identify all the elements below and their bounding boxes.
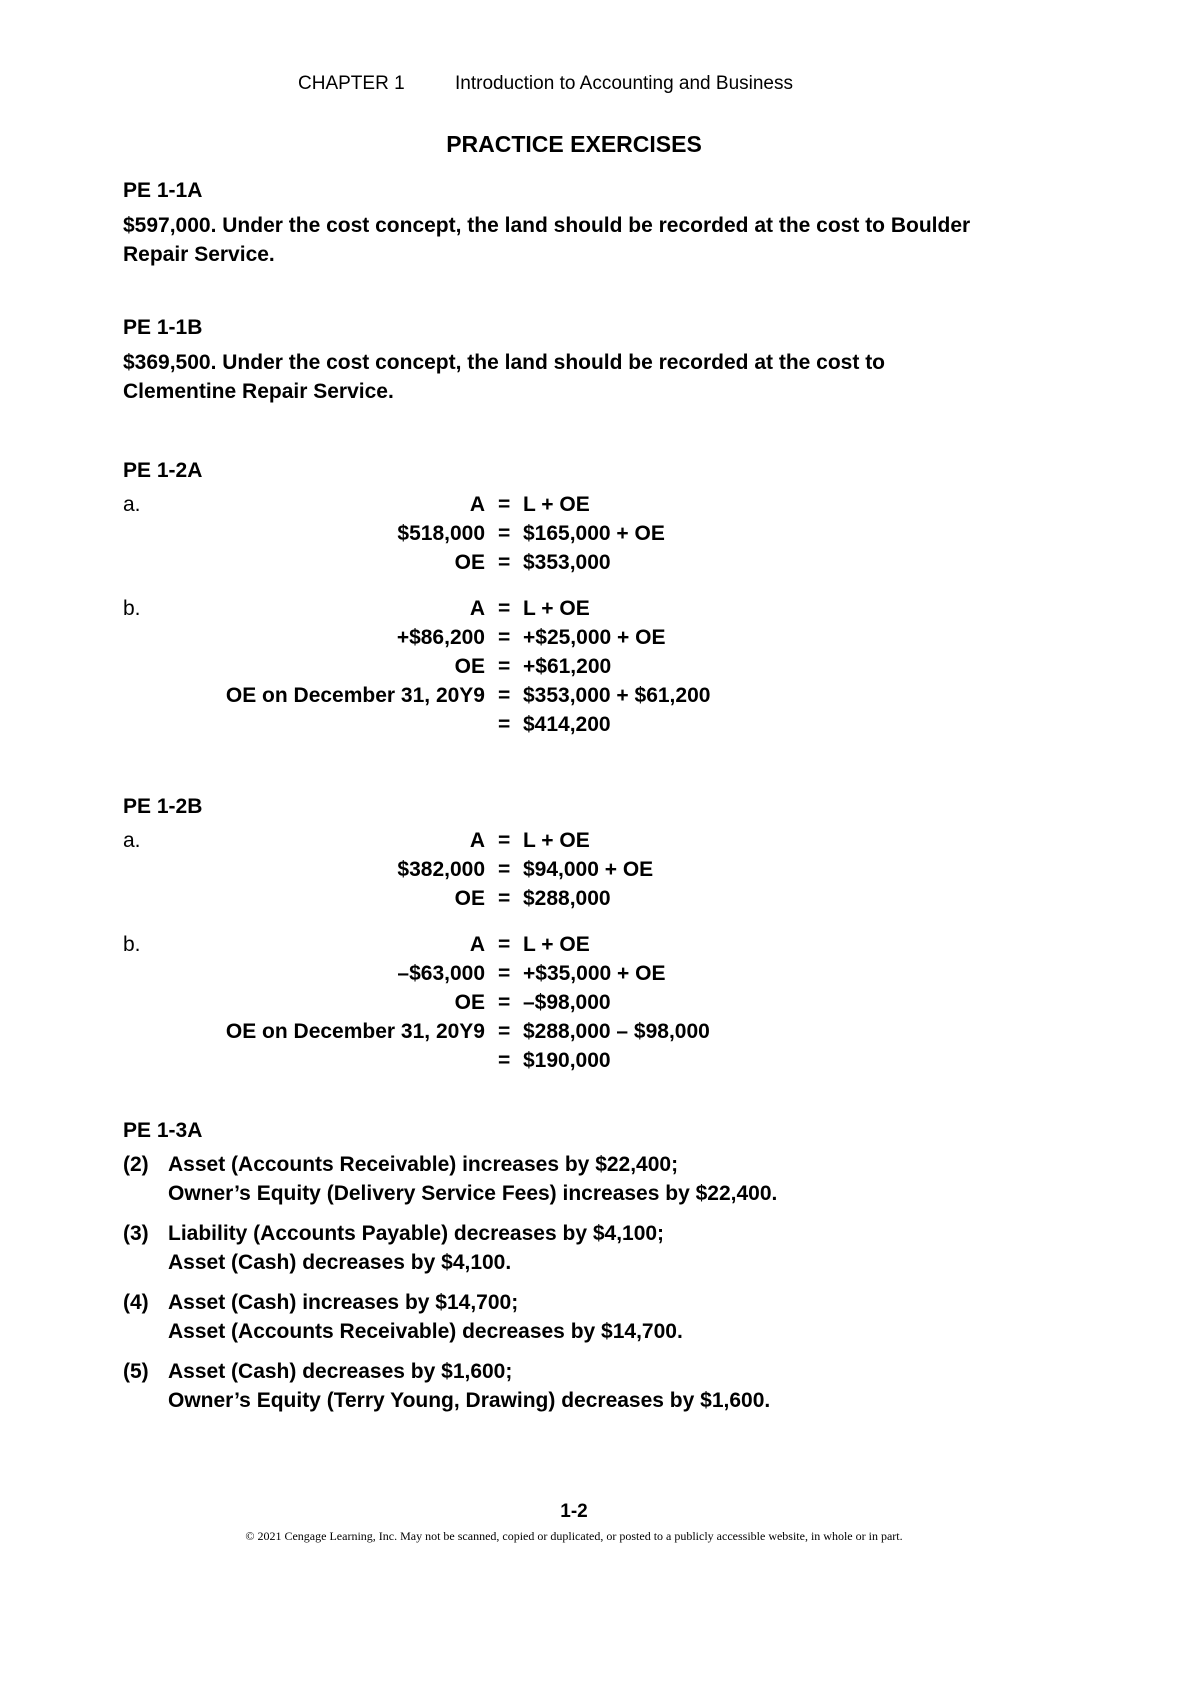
- equals-sign: =: [498, 493, 511, 516]
- equals-sign: =: [498, 655, 511, 678]
- item-line: Liability (Accounts Payable) decreases by $4,100;: [168, 1222, 665, 1245]
- equation-right: +$35,000 + OE: [523, 962, 666, 985]
- pe-1-2a-part-b: b.: [123, 597, 141, 620]
- equation-left: OE: [454, 991, 485, 1014]
- equation-left: A: [469, 493, 485, 516]
- equation-right: $190,000: [523, 1049, 611, 1072]
- equals-sign: =: [498, 1049, 511, 1072]
- equals-sign: =: [498, 1020, 511, 1043]
- equals-sign: =: [498, 887, 511, 910]
- pe-1-2b-part-b: b.: [123, 933, 141, 956]
- equation-left: $382,000: [397, 858, 485, 881]
- equation-right: L + OE: [523, 829, 590, 852]
- equation-left: –$63,000: [397, 962, 485, 985]
- equation-right: $353,000: [523, 551, 611, 574]
- equals-sign: =: [498, 684, 511, 707]
- equation-right: $94,000 + OE: [523, 858, 654, 881]
- equation-left: $518,000: [397, 522, 485, 545]
- equation-right: $414,200: [523, 713, 611, 736]
- equation-right: $288,000 – $98,000: [523, 1020, 710, 1043]
- equation-right: +$61,200: [523, 655, 612, 678]
- equation-right: $165,000 + OE: [523, 522, 665, 545]
- item-line: Asset (Cash) decreases by $4,100.: [168, 1251, 512, 1274]
- pe-1-1b-label: PE 1-1B: [123, 316, 203, 339]
- equation-left: OE: [454, 551, 485, 574]
- equation-left: A: [469, 829, 485, 852]
- pe-1-1a-label: PE 1-1A: [123, 179, 203, 202]
- item-line: Owner’s Equity (Delivery Service Fees) increases by $22,400.: [168, 1182, 778, 1205]
- equals-sign: =: [498, 962, 511, 985]
- item-line: Asset (Cash) increases by $14,700;: [168, 1291, 519, 1314]
- item-number: (2): [123, 1153, 149, 1176]
- pe-1-2a-label: PE 1-2A: [123, 459, 203, 482]
- chapter-title: Introduction to Accounting and Business: [455, 73, 794, 94]
- item-line: Asset (Cash) decreases by $1,600;: [168, 1360, 513, 1383]
- equation-right: –$98,000: [523, 991, 611, 1014]
- pe-1-2b-part-a: a.: [123, 829, 141, 852]
- equals-sign: =: [498, 626, 511, 649]
- page-title: PRACTICE EXERCISES: [446, 131, 702, 157]
- pe-1-1a-line2: Repair Service.: [123, 243, 275, 266]
- equation-left: OE: [454, 887, 485, 910]
- pe-1-3a-label: PE 1-3A: [123, 1119, 203, 1142]
- page-number: 1-2: [560, 1501, 588, 1522]
- item-line: Owner’s Equity (Terry Young, Drawing) decreases by $1,600.: [168, 1389, 771, 1412]
- equals-sign: =: [498, 991, 511, 1014]
- pe-1-2a-part-a: a.: [123, 493, 141, 516]
- equals-sign: =: [498, 551, 511, 574]
- equation-left: +$86,200: [396, 626, 485, 649]
- equation-right: L + OE: [523, 597, 590, 620]
- pe-1-1b-line1: $369,500. Under the cost concept, the land should be recorded at the cost to: [123, 351, 886, 374]
- copyright-notice: © 2021 Cengage Learning, Inc. May not be scanned, copied or duplicated, or posted to a publicly accessible website, in whole or in part.: [245, 1529, 903, 1543]
- equation-left: A: [469, 933, 485, 956]
- item-line: Asset (Accounts Receivable) increases by $22,400;: [168, 1153, 679, 1176]
- item-number: (4): [123, 1291, 149, 1314]
- equation-left: OE on December 31, 20Y9: [225, 1020, 485, 1043]
- equation-right: L + OE: [523, 493, 590, 516]
- item-line: Asset (Accounts Receivable) decreases by $14,700.: [168, 1320, 683, 1343]
- chapter-number: CHAPTER 1: [298, 73, 405, 94]
- equals-sign: =: [498, 858, 511, 881]
- item-number: (3): [123, 1222, 149, 1245]
- item-number: (5): [123, 1360, 149, 1383]
- equals-sign: =: [498, 933, 511, 956]
- equation-right: L + OE: [523, 933, 590, 956]
- pe-1-1b-line2: Clementine Repair Service.: [123, 380, 394, 403]
- equals-sign: =: [498, 713, 511, 736]
- equals-sign: =: [498, 829, 511, 852]
- equation-right: +$25,000 + OE: [523, 626, 666, 649]
- equals-sign: =: [498, 522, 511, 545]
- equation-left: OE: [454, 655, 485, 678]
- equation-right: $353,000 + $61,200: [523, 684, 711, 707]
- equation-left: A: [469, 597, 485, 620]
- pe-1-2b-label: PE 1-2B: [123, 795, 203, 818]
- equation-left: OE on December 31, 20Y9: [225, 684, 485, 707]
- equation-right: $288,000: [523, 887, 611, 910]
- equals-sign: =: [498, 597, 511, 620]
- pe-1-1a-line1: $597,000. Under the cost concept, the land should be recorded at the cost to Boulder: [123, 214, 971, 237]
